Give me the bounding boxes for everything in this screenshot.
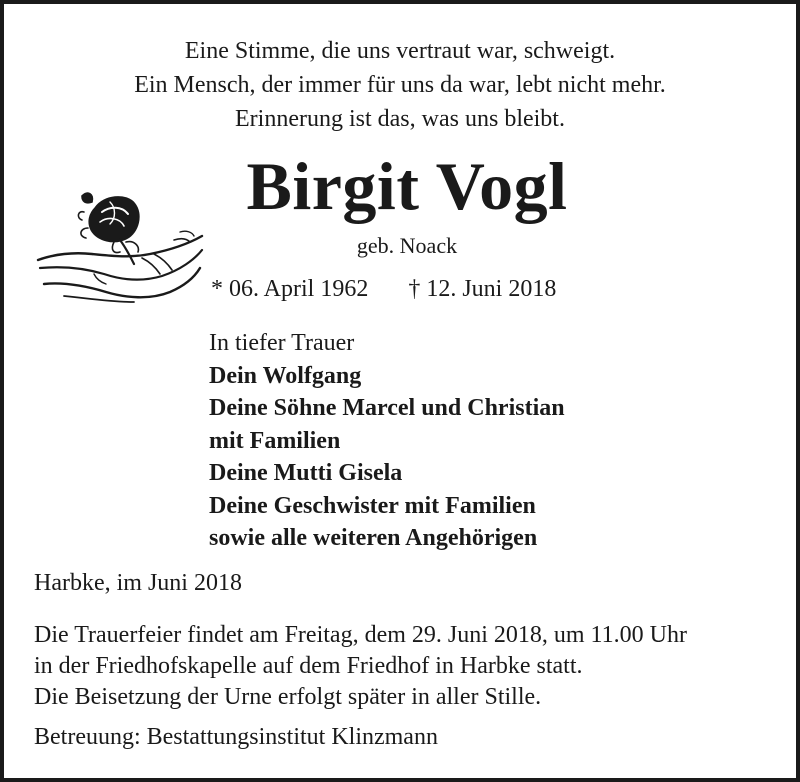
- service-line: Die Beisetzung der Urne erfolgt später in aller Stille.: [34, 684, 542, 710]
- mourner-line: Dein Wolfgang: [209, 362, 362, 389]
- mourner-line: Deine Söhne Marcel und Christian: [209, 395, 565, 421]
- death-date: † 12. Juni 2018: [408, 276, 557, 302]
- mourner-line: sowie alle weiteren Angehörigen: [209, 525, 538, 551]
- memorial-poem: [4, 34, 796, 136]
- mourners-list: [209, 327, 565, 555]
- mourning-intro: In tiefer Trauer: [209, 330, 355, 356]
- funeral-home: Betreuung: Bestattungsinstitut Klinzmann: [34, 724, 438, 750]
- mourner-line: Deine Geschwister mit Familien: [209, 492, 536, 519]
- life-dates: [211, 272, 556, 306]
- service-line: Die Trauerfeier findet am Freitag, dem 29. Juni 2018, um 11.00 Uhr: [34, 622, 687, 648]
- mourner-line: Deine Mutti Gisela: [209, 460, 403, 486]
- service-line: in der Friedhofskapelle auf dem Friedhof in Harbke statt.: [34, 653, 583, 679]
- maiden-name: geb. Noack: [356, 233, 458, 258]
- poem-line: Ein Mensch, der immer für uns da war, lebt nicht mehr.: [134, 72, 666, 98]
- service-info: [34, 620, 687, 713]
- place-and-date: Harbke, im Juni 2018: [34, 570, 242, 596]
- deceased-name: Birgit Vogl: [246, 148, 568, 224]
- birth-date: * 06. April 1962: [211, 276, 369, 302]
- poem-line: Erinnerung ist das, was uns bleibt.: [235, 106, 565, 132]
- poem-line: Eine Stimme, die uns vertraut war, schweigt.: [184, 38, 616, 64]
- mourner-line: mit Familien: [209, 427, 341, 454]
